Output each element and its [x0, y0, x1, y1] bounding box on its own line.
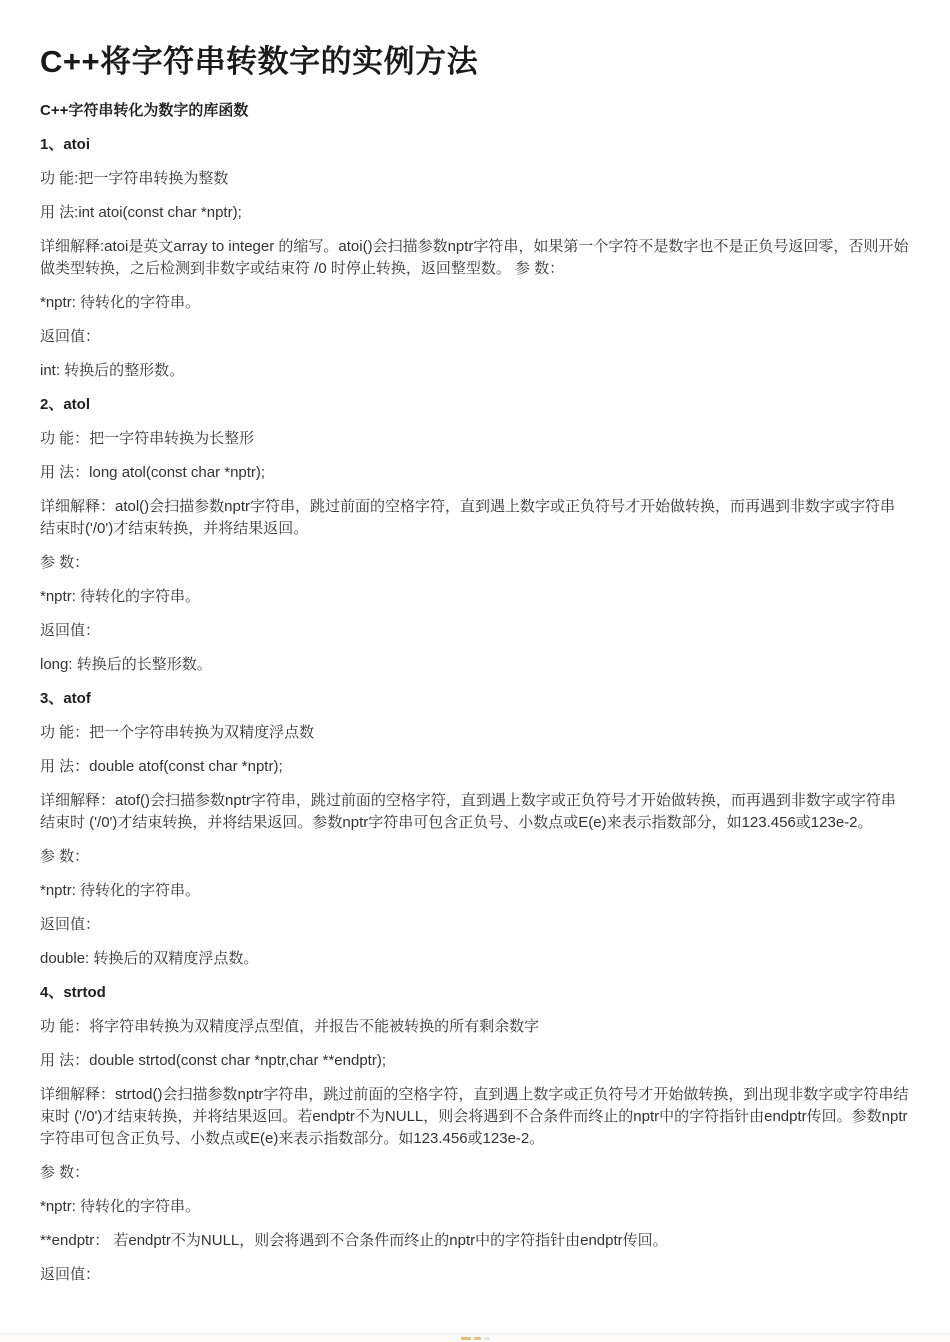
paragraph-function: 功 能：把一个字符串转换为双精度浮点数 [40, 724, 315, 741]
section-heading-atof: 3、atof [40, 690, 91, 707]
syntax-highlight-fragment [484, 1337, 490, 1340]
paragraph-return-label: 返回值： [40, 328, 101, 345]
paragraph-usage: 用 法：double atof(const char *nptr); [40, 758, 283, 775]
paragraph-return-label: 返回值： [40, 1266, 101, 1283]
intro-heading: C++字符串转化为数字的库函数 [40, 102, 249, 119]
paragraph-param-nptr: *nptr: 待转化的字符串。 [40, 588, 201, 605]
paragraph-function: 功 能：把一字符串转换为长整形 [40, 430, 255, 447]
section-heading-strtod: 4、strtod [40, 984, 106, 1001]
paragraph-param-nptr: *nptr: 待转化的字符串。 [40, 882, 201, 899]
paragraph-param-endptr: **endptr： 若endptr不为NULL，则会将遇到不合条件而终止的nptr中的字符指针由endptr传回。 [40, 1232, 668, 1249]
paragraph-return-value: int: 转换后的整形数。 [40, 362, 185, 379]
paragraph-usage: 用 法:int atoi(const char *nptr); [40, 204, 242, 221]
paragraph-param-label: 参 数： [40, 1164, 90, 1181]
paragraph-param-label: 参 数： [40, 848, 90, 865]
paragraph-explanation: 详细解释：atol()会扫描参数nptr字符串，跳过前面的空格字符，直到遇上数字或正负符号才开始做转换，而再遇到非数字或字符串结束时('/0')才结束转换，并将结果返回。 [40, 498, 896, 537]
paragraph-param-label: 参 数： [40, 554, 90, 571]
paragraph-explanation: 详细解释:atoi是英文array to integer 的缩写。atoi()会扫描参数nptr字符串，如果第一个字符不是数字也不是正负号返回零，否则开始做类型转换，之后检测到非数字或结束符 /0 时停止转换，返回整型数。 参 数： [40, 238, 909, 277]
section-heading-atoi: 1、atoi [40, 136, 91, 153]
paragraph-return-value: long: 转换后的长整形数。 [40, 656, 212, 673]
paragraph-param-nptr: *nptr: 待转化的字符串。 [40, 1198, 201, 1215]
syntax-highlight-fragment [474, 1337, 481, 1340]
syntax-highlight-fragment [461, 1337, 471, 1340]
paragraph-usage: 用 法：long atol(const char *nptr); [40, 464, 266, 481]
paragraph-usage: 用 法：double strtod(const char *nptr,char **endptr); [40, 1052, 386, 1069]
paragraph-return-label: 返回值： [40, 622, 101, 639]
paragraph-return-label: 返回值： [40, 916, 101, 933]
paragraph-function: 功 能:把一字符串转换为整数 [40, 170, 229, 187]
paragraph-param-nptr: *nptr: 待转化的字符串。 [40, 294, 201, 311]
article-title: C++将字符串转数字的实例方法 [40, 44, 479, 79]
paragraph-return-value: double: 转换后的双精度浮点数。 [40, 950, 259, 967]
paragraph-explanation: 详细解释：atof()会扫描参数nptr字符串，跳过前面的空格字符，直到遇上数字或正负符号才开始做转换，而再遇到非数字或字符串结束时 ('/0')才结束转换，并将结果返回。参数nptr字符串可包含正负号、小数点或E(e)来表示指数部分，如123.456或123e-2。 [40, 792, 896, 831]
paragraph-function: 功 能：将字符串转换为双精度浮点型值，并报告不能被转换的所有剩余数字 [40, 1018, 540, 1035]
section-heading-atol: 2、atol [40, 396, 91, 413]
paragraph-explanation: 详细解释：strtod()会扫描参数nptr字符串，跳过前面的空格字符，直到遇上数字或正负符号才开始做转换，到出现非数字或字符串结束时 ('/0')才结束转换，并将结果返回。若endptr不为NULL，则会将遇到不合条件而终止的nptr中的字符指针由endptr传回。参数nptr 字符串可包含正负号、小数点或E(e)来表示指数部分。如123.456或123e-2。 [40, 1086, 909, 1147]
